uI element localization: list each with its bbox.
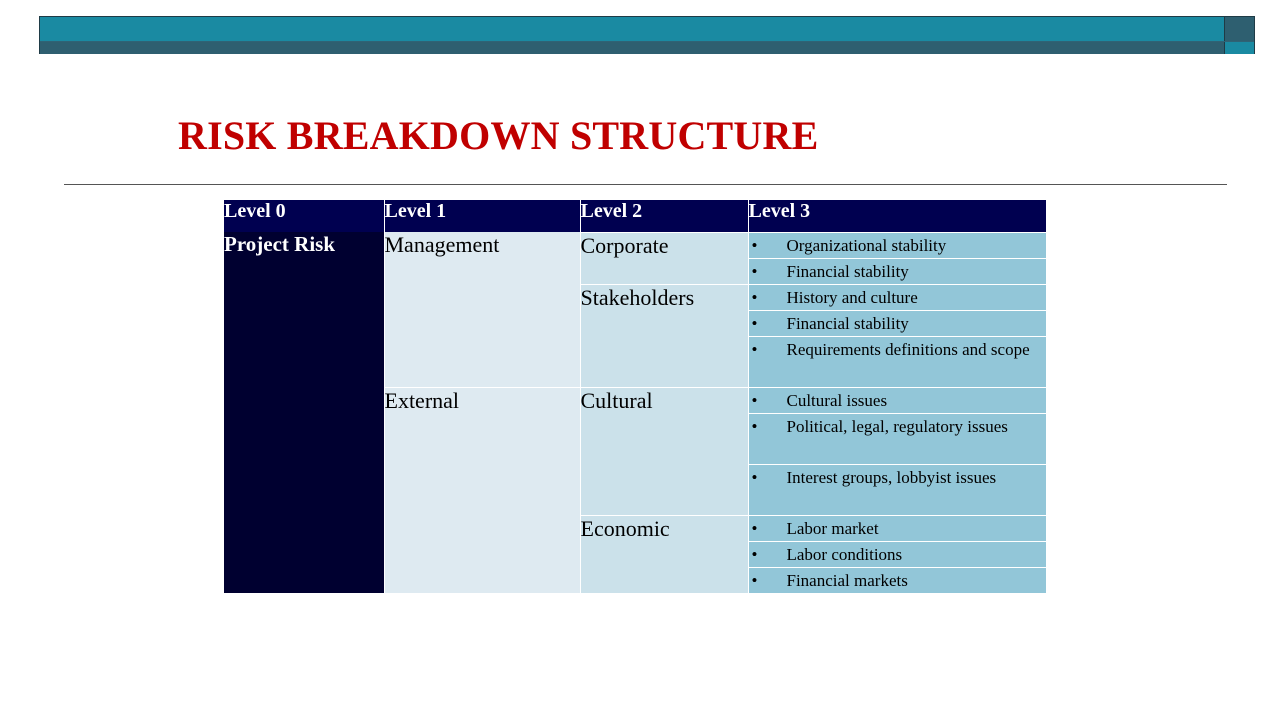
top-bar-corner-square-lower bbox=[1224, 42, 1254, 54]
level2-cell: Corporate bbox=[580, 232, 748, 284]
level3-item bbox=[748, 232, 1046, 258]
top-bar-corner-square bbox=[1224, 17, 1254, 41]
level3-text: Financial stability bbox=[786, 313, 909, 333]
top-bar-upper-stripe bbox=[40, 17, 1224, 41]
level3-text: Political, legal, regulatory issues bbox=[786, 416, 1008, 436]
bullet-icon: • bbox=[751, 390, 758, 410]
level3-item bbox=[748, 464, 1046, 515]
top-decor-bar bbox=[39, 16, 1255, 54]
level0-cell: Project Risk bbox=[224, 232, 384, 593]
level3-item bbox=[748, 567, 1046, 593]
bullet-icon: • bbox=[751, 416, 758, 436]
level3-text: Interest groups, lobbyist issues bbox=[786, 467, 997, 487]
level3-item bbox=[748, 413, 1046, 464]
level2-cell: Cultural bbox=[580, 387, 748, 515]
level1-cell: External bbox=[384, 387, 580, 593]
bullet-icon: • bbox=[751, 339, 758, 359]
level3-item bbox=[748, 515, 1046, 541]
table-header-row bbox=[224, 200, 1046, 232]
bullet-icon: • bbox=[751, 287, 758, 307]
level3-item bbox=[748, 336, 1046, 387]
level3-text: Requirements definitions and scope bbox=[786, 339, 1030, 359]
bullet-icon: • bbox=[751, 261, 758, 281]
level3-text: History and culture bbox=[786, 287, 918, 307]
level2-cell: Stakeholders bbox=[580, 284, 748, 387]
bullet-icon: • bbox=[751, 570, 758, 590]
level3-item bbox=[748, 541, 1046, 567]
header-level-0: Level 0 bbox=[224, 200, 384, 232]
bullet-icon: • bbox=[751, 235, 758, 255]
bullet-icon: • bbox=[751, 467, 758, 487]
header-level-3: Level 3 bbox=[748, 200, 1046, 232]
level3-text: Financial markets bbox=[786, 570, 908, 590]
top-bar-lower-stripe bbox=[40, 42, 1224, 54]
level3-text: Organizational stability bbox=[786, 235, 947, 255]
level3-text: Cultural issues bbox=[786, 390, 888, 410]
level3-text: Financial stability bbox=[786, 261, 909, 281]
slide-title: RISK BREAKDOWN STRUCTURE bbox=[178, 113, 819, 158]
level2-cell: Economic bbox=[580, 515, 748, 593]
level3-item bbox=[748, 310, 1046, 336]
level3-text: Labor market bbox=[786, 518, 879, 538]
level1-cell: Management bbox=[384, 232, 580, 387]
level3-text: Labor conditions bbox=[786, 544, 903, 564]
bullet-icon: • bbox=[751, 313, 758, 333]
level3-item bbox=[748, 284, 1046, 310]
header-level-2: Level 2 bbox=[580, 200, 748, 232]
table-row bbox=[224, 232, 1046, 258]
title-divider bbox=[64, 184, 1227, 185]
bullet-icon: • bbox=[751, 544, 758, 564]
level3-item bbox=[748, 387, 1046, 413]
level3-item bbox=[748, 258, 1046, 284]
bullet-icon: • bbox=[751, 518, 758, 538]
header-level-1: Level 1 bbox=[384, 200, 580, 232]
risk-breakdown-table bbox=[224, 200, 1046, 593]
